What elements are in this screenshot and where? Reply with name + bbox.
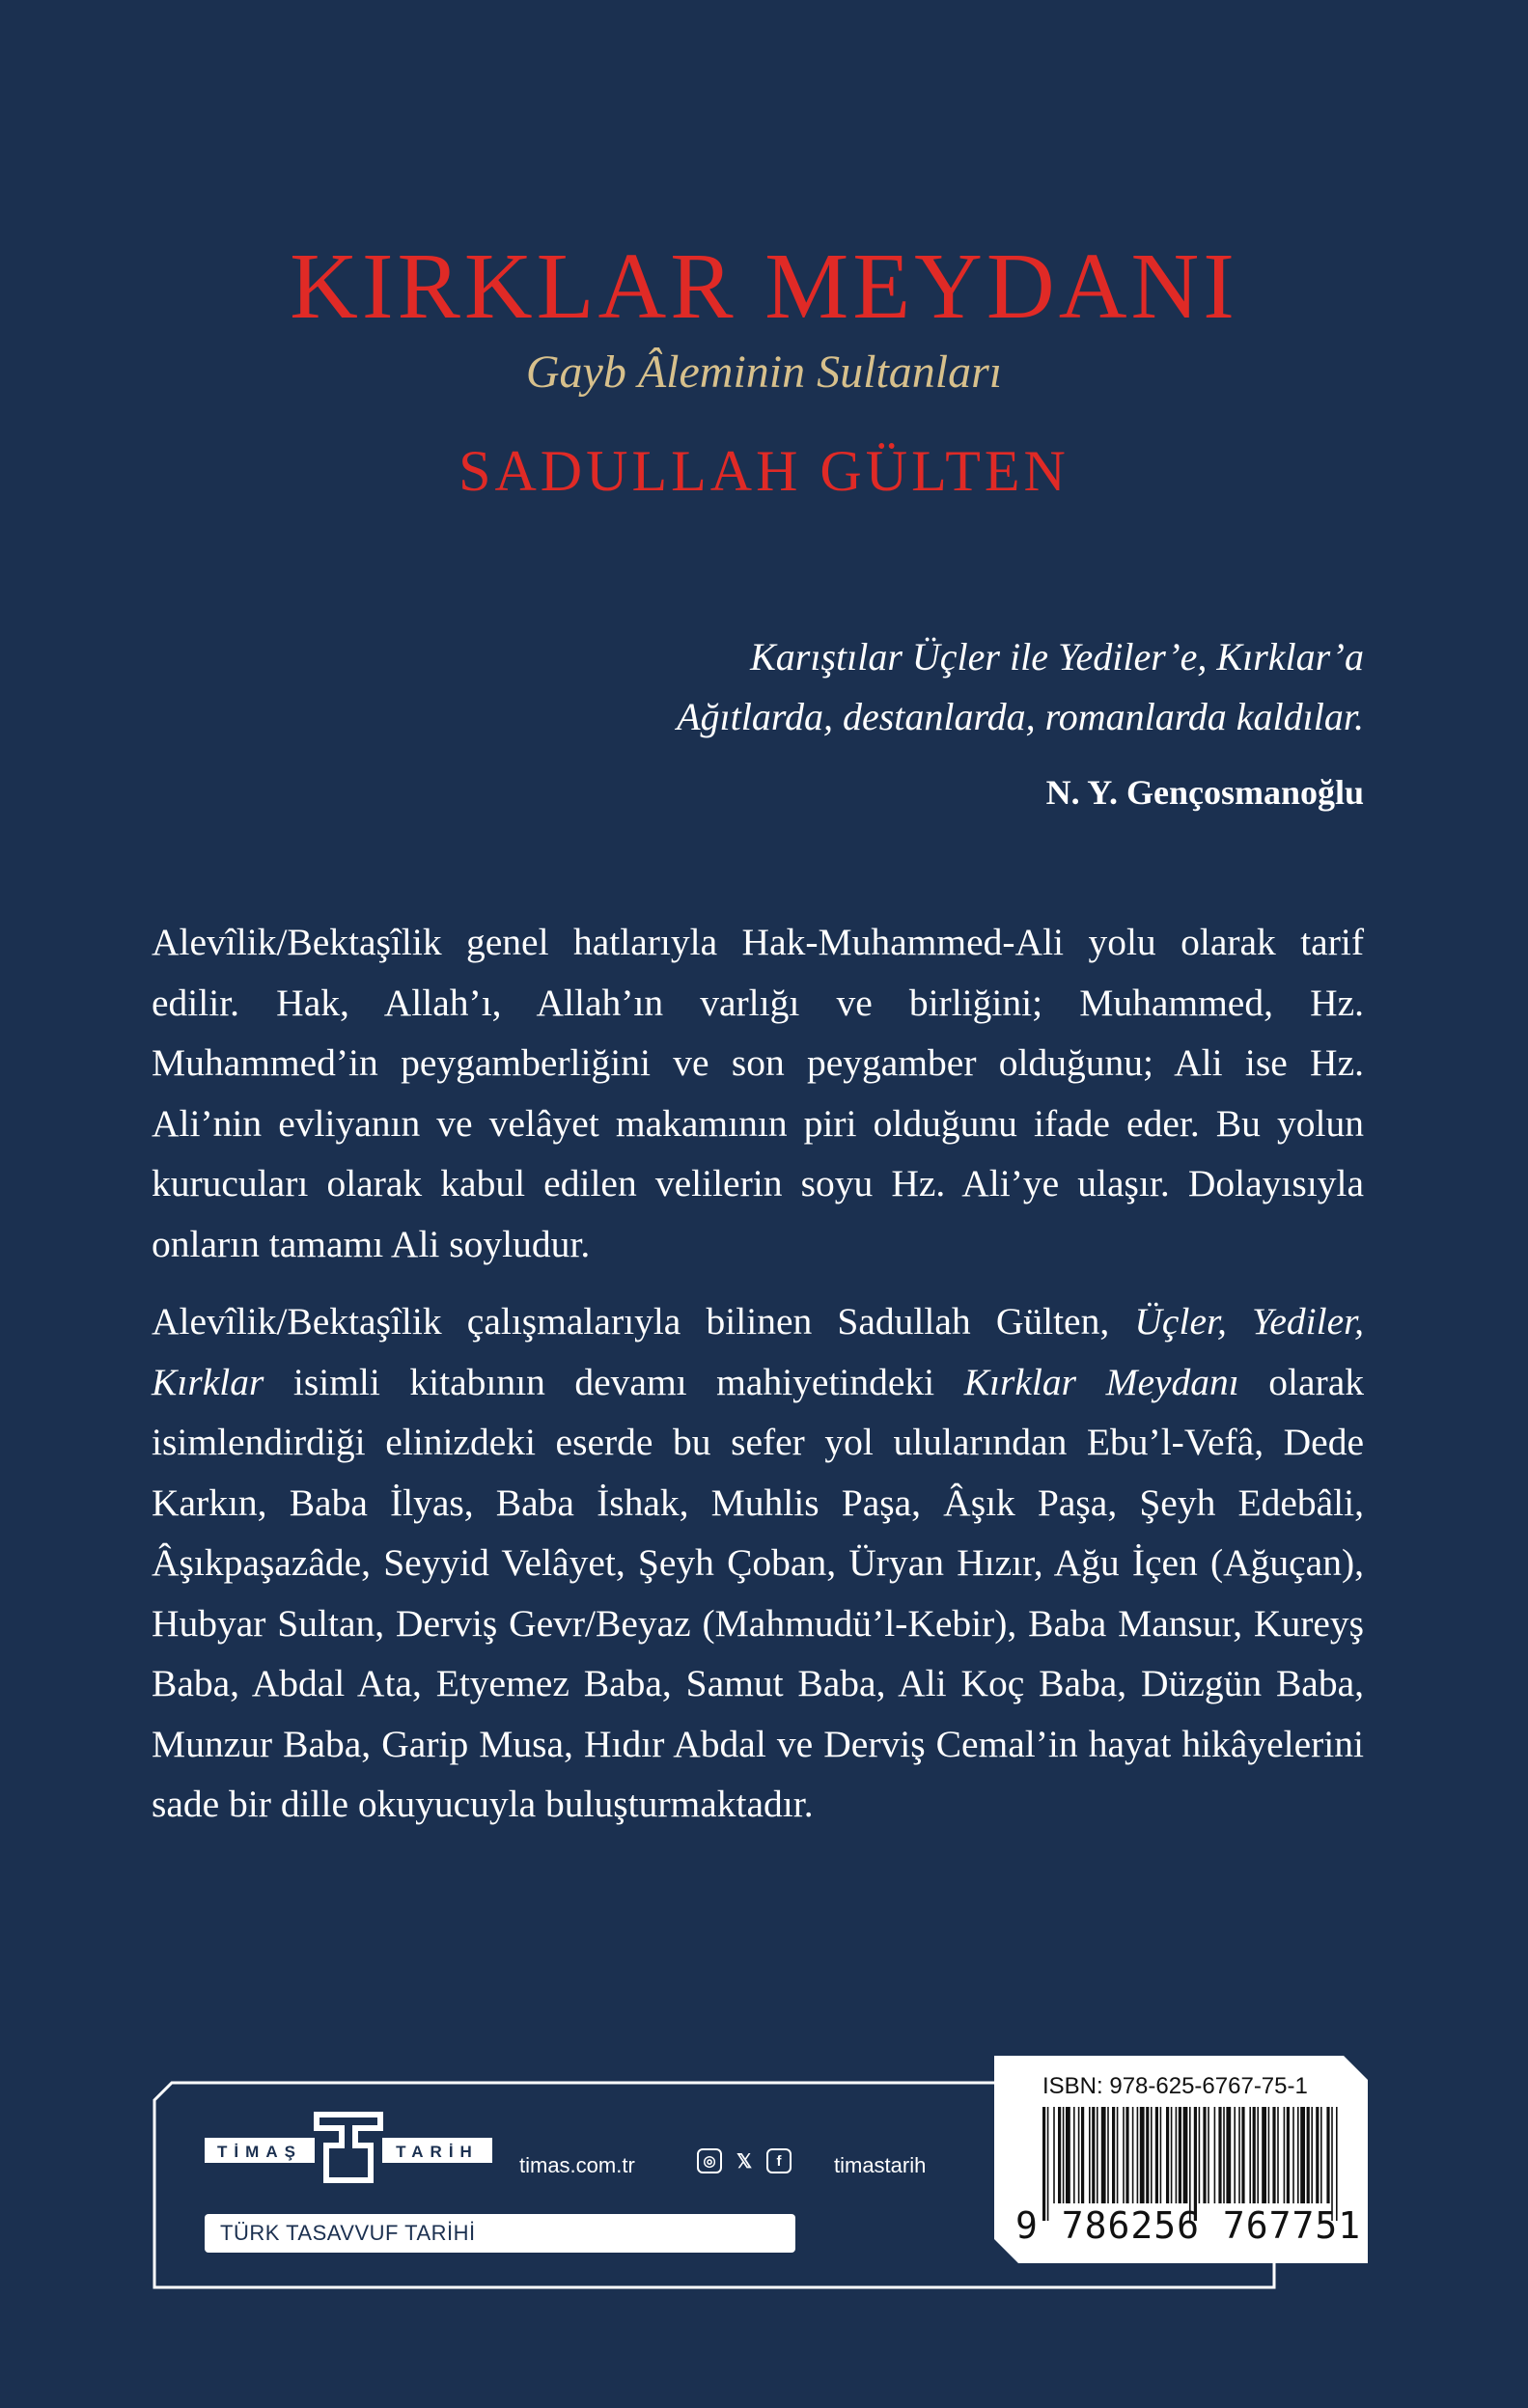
barcode-digits: 9 786256 767751 (1015, 2204, 1362, 2247)
barcode-bar (1253, 2107, 1256, 2203)
barcode-bar (1179, 2107, 1181, 2203)
barcode-bar (1112, 2107, 1115, 2203)
barcode-bar (1183, 2107, 1188, 2203)
barcode-bar (1176, 2107, 1178, 2203)
barcode-bar (1078, 2107, 1080, 2203)
blurb-p2-book-ref: Üçler, Yediler, Kırklar (152, 1300, 1364, 1403)
book-title: KIRKLAR MEYDANI (290, 235, 1238, 339)
epigraph-attribution: N. Y. Gençosmanoğlu (1045, 773, 1364, 812)
publisher-website[interactable]: timas.com.tr (519, 2153, 635, 2177)
barcode-bar (1268, 2107, 1270, 2203)
barcode-bar (1125, 2107, 1128, 2203)
barcode-bar (1092, 2107, 1095, 2203)
timas-tarih-logo (205, 2109, 492, 2186)
barcode-bar (1257, 2107, 1259, 2203)
barcode-bar (1238, 2107, 1240, 2203)
barcode-bar (1160, 2107, 1162, 2203)
epigraph-line-1: Karıştılar Üçler ile Yediler’e, Kırklar’a (750, 635, 1364, 678)
barcode-bar (1307, 2107, 1310, 2203)
barcode-bar (1316, 2107, 1319, 2203)
barcode-bar (1166, 2107, 1169, 2203)
barcode-bar (1123, 2107, 1125, 2203)
book-subtitle: Gayb Âleminin Sultanları (525, 346, 1003, 398)
barcode-bar (1234, 2107, 1236, 2203)
barcode-bar (1272, 2107, 1275, 2203)
logo-emblem (317, 2115, 380, 2180)
barcode-bar (1073, 2107, 1075, 2203)
facebook-icon[interactable]: f (766, 2148, 792, 2173)
barcode-bar (1146, 2107, 1149, 2203)
blurb-p2-book-title: Kırklar Meydanı (963, 1360, 1239, 1403)
barcode-bar (1066, 2107, 1070, 2203)
book-author: SADULLAH GÜLTEN (458, 439, 1070, 503)
barcode-bar (1101, 2107, 1106, 2203)
barcode-bar (1292, 2107, 1294, 2203)
barcode-bar (1097, 2107, 1098, 2203)
barcode-bar (1155, 2107, 1158, 2203)
barcode-bar (1203, 2107, 1206, 2203)
barcode-bar (1137, 2107, 1139, 2203)
barcode-bar (1140, 2107, 1145, 2203)
barcode-bar (1218, 2107, 1221, 2203)
barcode-bar (1249, 2107, 1251, 2203)
barcode-bar (1311, 2107, 1313, 2203)
barcode-bar (1199, 2107, 1201, 2203)
social-handle[interactable]: timastarih (834, 2153, 927, 2177)
x-icon[interactable]: 𝕏 (736, 2150, 753, 2173)
barcode-bar (1226, 2107, 1231, 2203)
epigraph-line-2: Ağıtlarda, destanlarda, romanlarda kaldılar. (677, 695, 1364, 738)
instagram-icon[interactable]: ◎ (697, 2148, 722, 2173)
barcode-bar (1171, 2107, 1173, 2203)
blurb-p2-part-b: isimli kitabının devamı mahiyetindeki (264, 1360, 964, 1403)
logo-right-text: TARİH (396, 2143, 479, 2161)
barcode-bar (1326, 2107, 1329, 2203)
barcode-bar (1089, 2107, 1091, 2203)
blurb-p2-part-a: Alevîlik/Bektaşîlik çalışmalarıyla bilinen Sadullah Gülten, (152, 1300, 1135, 1342)
series-name: TÜRK TASAVVUF TARİHİ (220, 2221, 476, 2245)
barcode-bar (1208, 2107, 1209, 2203)
isbn-label: ISBN: 978-625-6767-75-1 (1042, 2073, 1308, 2099)
blurb-paragraph-1: Alevîlik/Bektaşîlik genel hatlarıyla Hak-Muhammed-Ali yolu olarak tarif edilir. Hak, Allah’ı, Allah’ın varlığı ve birliğini; Muhammed, Hz. Muhammed’in peygamberliğini ve son peygamber olduğunu; Ali ise Hz. Ali’nin evliyanın ve velâyet makamının piri olduğunu ifade eder. Bu yolun kurucuları olarak kabul edilen velilerin soyu Hz. Ali’ye ulaşır. Dolayısıyla onların tamamı Ali soyludur. (152, 921, 1364, 1265)
barcode-bar (1063, 2107, 1065, 2203)
barcode-bar (1151, 2107, 1153, 2203)
barcode-bar (1058, 2107, 1061, 2203)
social-icons (697, 2148, 792, 2173)
barcode-bar (1287, 2107, 1290, 2203)
barcode-bar (1132, 2107, 1134, 2203)
barcode-bar (1262, 2107, 1266, 2203)
barcode-bar (1277, 2107, 1279, 2203)
barcode-bar (1241, 2107, 1244, 2203)
barcode-bar (1053, 2107, 1055, 2203)
barcode-bar (1223, 2107, 1225, 2203)
barcode-bar (1320, 2107, 1322, 2203)
barcode-bar (1081, 2107, 1084, 2203)
barcode-bar (1117, 2107, 1119, 2203)
barcode-bar (1107, 2107, 1109, 2203)
barcode-bar (1284, 2107, 1286, 2203)
barcode-bar (1214, 2107, 1216, 2203)
barcode-bar (1300, 2107, 1305, 2203)
barcode-bar (1297, 2107, 1299, 2203)
blurb-p2-part-c: olarak isimlendirdiği elinizdeki eserde bu sefer yol ulularından Ebu’l-Vefâ, Dede Karkın, Baba İlyas, Baba İshak, Muhlis Paşa, Âşık Paşa, Şeyh Edebâli, Âşıkpaşazâde, Seyyid Velâyet, Şeyh Çoban, Üryan Hızır, Ağu İçen (Ağuçan), Hubyar Sultan, Derviş Gevr/Beyaz (Mahmudü’l-Kebir), Baba Mansur, Kureyş Baba, Abdal Ata, Etyemez Baba, Samut Baba, Ali Koç Baba, Düzgün Baba, Munzur Baba, Garip Musa, Hıdır Abdal ve Derviş Cemal’in hayat hikâyelerini sade bir dille okuyucuyla buluşturmaktadır. (152, 1360, 1365, 1825)
logo-left-text: TİMAŞ (217, 2143, 302, 2161)
